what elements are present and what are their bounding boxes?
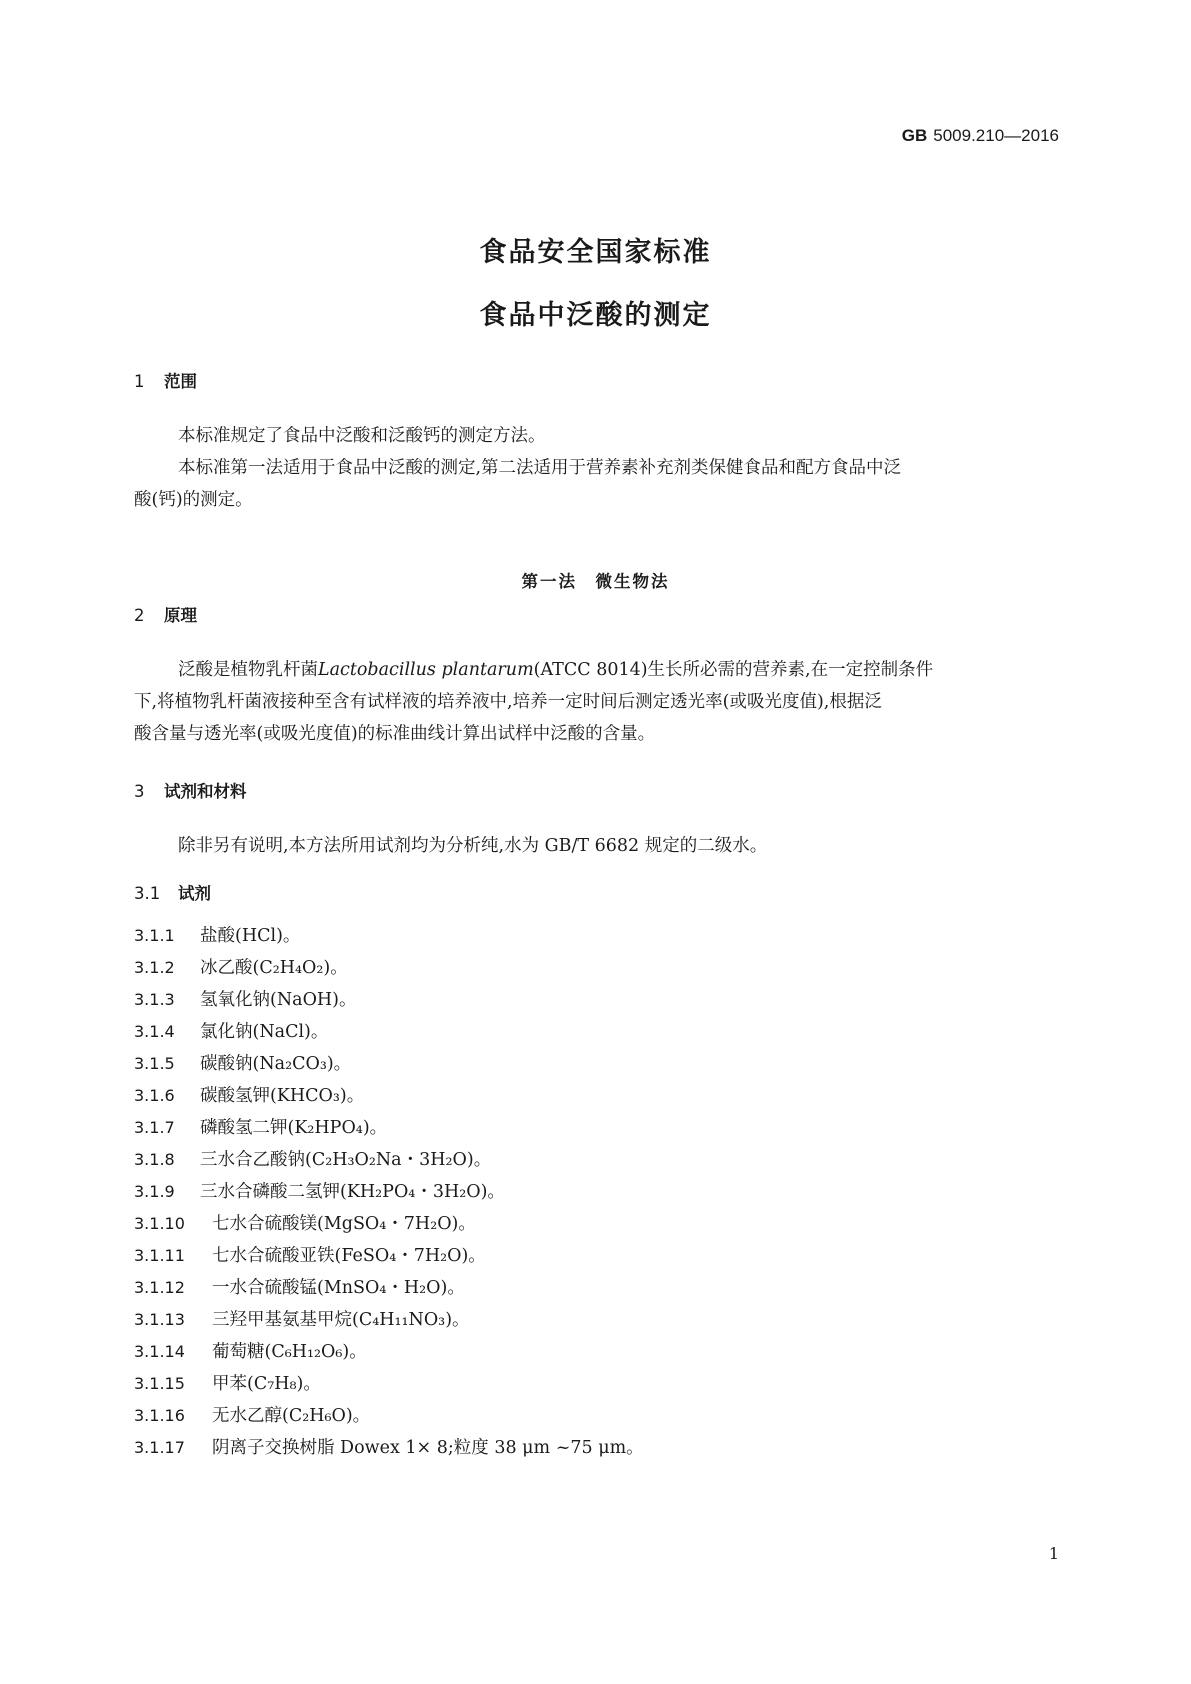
standard-prefix: GB: [901, 126, 928, 145]
item-number: 3.1.13: [134, 1310, 185, 1329]
item-text: 盐酸(HCl)。: [200, 926, 301, 946]
scope-paragraph: [134, 420, 1064, 516]
list-item: [134, 920, 644, 952]
principle-line-2: 下,将植物乳杆菌液接种至含有试样液的培养液中,培养一定时间后测定透光率(或吸光度值),根据泛: [134, 692, 882, 712]
method-heading: 第一法 微生物法: [521, 572, 670, 591]
list-item: [134, 1304, 644, 1336]
page-number: 1: [1048, 1544, 1059, 1563]
section-title: 试剂: [178, 884, 211, 903]
item-text: 氯化钠(NaCl)。: [200, 1022, 329, 1042]
principle-text: (ATCC 8014)生长所必需的营养素,在一定控制条件: [533, 660, 934, 680]
item-number: 3.1.17: [134, 1438, 185, 1457]
list-item: [134, 1272, 644, 1304]
item-text: 三水合乙酸钠(C₂H₃O₂Na・3H₂O)。: [200, 1150, 492, 1170]
organism-name: Lactobacillus plantarum: [318, 660, 534, 680]
item-number: 3.1.12: [134, 1278, 185, 1297]
item-text: 七水合硫酸镁(MgSO₄・7H₂O)。: [212, 1214, 476, 1234]
subsection-heading-reagents: [134, 880, 211, 904]
section-heading-reagents: [134, 778, 247, 802]
section-heading-principle: [134, 602, 197, 626]
item-text: 无水乙醇(C₂H₆O)。: [212, 1406, 371, 1426]
section-number: 2: [134, 606, 145, 625]
list-item: [134, 1368, 644, 1400]
item-number: 3.1.15: [134, 1374, 185, 1393]
item-text: 氢氧化钠(NaOH)。: [200, 990, 357, 1010]
standard-code: 5009.210—2016: [933, 126, 1059, 145]
item-text: 阴离子交换树脂 Dowex 1× 8;粒度 38 μm ~75 μm。: [212, 1438, 644, 1458]
principle-line-3: 酸含量与透光率(或吸光度值)的标准曲线计算出试样中泛酸的含量。: [134, 724, 656, 744]
list-item: [134, 1048, 644, 1080]
item-number: 3.1.10: [134, 1214, 185, 1233]
item-number: 3.1.9: [134, 1182, 175, 1201]
list-item: [134, 984, 644, 1016]
list-item: [134, 1112, 644, 1144]
item-number: 3.1.11: [134, 1246, 185, 1265]
principle-line-1: [134, 654, 1064, 686]
list-item: [134, 1400, 644, 1432]
item-text: 冰乙酸(C₂H₄O₂)。: [200, 958, 348, 978]
item-number: 3.1.6: [134, 1086, 175, 1105]
principle-paragraph: [134, 654, 1064, 750]
standard-number: [902, 126, 1059, 146]
item-number: 3.1.5: [134, 1054, 175, 1073]
list-item: [134, 1240, 644, 1272]
list-item: [134, 1336, 644, 1368]
section-number: 3.1: [134, 884, 161, 903]
item-text: 葡萄糖(C₆H₁₂O₆)。: [212, 1342, 367, 1362]
item-number: 3.1.3: [134, 990, 175, 1009]
scope-line-2: 本标准第一法适用于食品中泛酸的测定,第二法适用于营养素补充剂类保健食品和配方食品中泛: [178, 458, 902, 478]
item-text: 七水合硫酸亚铁(FeSO₄・7H₂O)。: [212, 1246, 486, 1266]
item-number: 3.1.8: [134, 1150, 175, 1169]
item-text: 三羟甲基氨基甲烷(C₄H₁₁NO₃)。: [212, 1310, 470, 1330]
reagent-list: [134, 920, 644, 1464]
section-number: 1: [134, 372, 145, 391]
document-title-line-2: 食品中泛酸的测定: [479, 300, 712, 331]
list-item: [134, 1208, 644, 1240]
list-item: [134, 1432, 644, 1464]
reagents-paragraph: [134, 830, 1064, 862]
scope-line-3: 酸(钙)的测定。: [134, 490, 253, 510]
section-title: 原理: [164, 606, 197, 625]
principle-text: 泛酸是植物乳杆菌: [178, 660, 318, 680]
item-text: 碳酸氢钾(KHCO₃)。: [200, 1086, 365, 1106]
reagents-line-1: 除非另有说明,本方法所用试剂均为分析纯,水为 GB/T 6682 规定的二级水。: [178, 836, 768, 856]
section-title: 试剂和材料: [164, 782, 247, 801]
item-number: 3.1.14: [134, 1342, 185, 1361]
scope-line-1: 本标准规定了食品中泛酸和泛酸钙的测定方法。: [178, 426, 546, 446]
list-item: [134, 1176, 644, 1208]
section-number: 3: [134, 782, 145, 801]
list-item: [134, 1016, 644, 1048]
list-item: [134, 1144, 644, 1176]
item-text: 磷酸氢二钾(K₂HPO₄)。: [200, 1118, 388, 1138]
list-item: [134, 952, 644, 984]
item-number: 3.1.4: [134, 1022, 175, 1041]
item-text: 碳酸钠(Na₂CO₃)。: [200, 1054, 352, 1074]
item-number: 3.1.7: [134, 1118, 175, 1137]
item-number: 3.1.1: [134, 926, 175, 945]
list-item: [134, 1080, 644, 1112]
item-text: 三水合磷酸二氢钾(KH₂PO₄・3H₂O)。: [200, 1182, 505, 1202]
section-heading-scope: [134, 368, 197, 392]
item-text: 一水合硫酸锰(MnSO₄・H₂O)。: [212, 1278, 465, 1298]
item-text: 甲苯(C₇H₈)。: [212, 1374, 321, 1394]
item-number: 3.1.16: [134, 1406, 185, 1425]
item-number: 3.1.2: [134, 958, 175, 977]
document-title-line-1: 食品安全国家标准: [479, 237, 712, 268]
section-title: 范围: [164, 372, 197, 391]
